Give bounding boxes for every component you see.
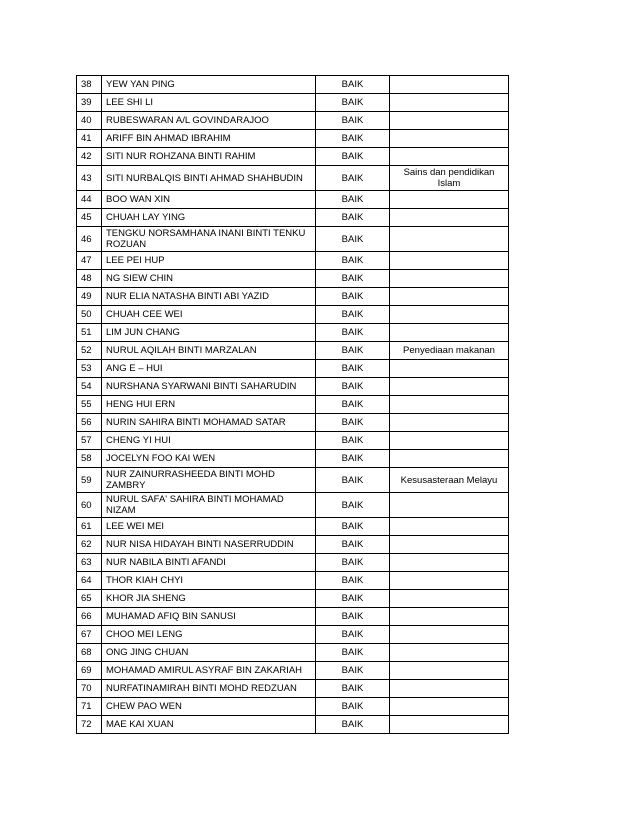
status-cell: BAIK bbox=[316, 572, 390, 590]
student-name: LEE SHI LI bbox=[102, 94, 316, 112]
row-number: 61 bbox=[77, 518, 102, 536]
row-number: 55 bbox=[77, 396, 102, 414]
note-cell bbox=[390, 288, 509, 306]
status-cell: BAIK bbox=[316, 130, 390, 148]
table-row bbox=[77, 112, 509, 130]
table-row bbox=[77, 432, 509, 450]
table-row bbox=[77, 148, 509, 166]
note-cell bbox=[390, 414, 509, 432]
table-row bbox=[77, 324, 509, 342]
row-number: 40 bbox=[77, 112, 102, 130]
row-number: 54 bbox=[77, 378, 102, 396]
row-number: 50 bbox=[77, 306, 102, 324]
row-number: 64 bbox=[77, 572, 102, 590]
note-cell bbox=[390, 608, 509, 626]
table-row bbox=[77, 94, 509, 112]
row-number: 46 bbox=[77, 227, 102, 252]
note-cell bbox=[390, 306, 509, 324]
student-name: ONG JING CHUAN bbox=[102, 644, 316, 662]
status-cell: BAIK bbox=[316, 378, 390, 396]
status-cell: BAIK bbox=[316, 626, 390, 644]
student-name: THOR KIAH CHYI bbox=[102, 572, 316, 590]
student-name: KHOR JIA SHENG bbox=[102, 590, 316, 608]
row-number: 58 bbox=[77, 450, 102, 468]
table-row bbox=[77, 76, 509, 94]
note-cell bbox=[390, 378, 509, 396]
row-number: 72 bbox=[77, 716, 102, 734]
student-name: LIM JUN CHANG bbox=[102, 324, 316, 342]
row-number: 53 bbox=[77, 360, 102, 378]
status-cell: BAIK bbox=[316, 536, 390, 554]
status-cell: BAIK bbox=[316, 94, 390, 112]
row-number: 45 bbox=[77, 209, 102, 227]
table-row bbox=[77, 360, 509, 378]
row-number: 59 bbox=[77, 468, 102, 493]
table-row bbox=[77, 680, 509, 698]
note-cell bbox=[390, 680, 509, 698]
table-row bbox=[77, 698, 509, 716]
row-number: 49 bbox=[77, 288, 102, 306]
row-number: 67 bbox=[77, 626, 102, 644]
table-body bbox=[77, 76, 509, 734]
student-name: MOHAMAD AMIRUL ASYRAF BIN ZAKARIAH bbox=[102, 662, 316, 680]
student-name: NUR ELIA NATASHA BINTI ABI YAZID bbox=[102, 288, 316, 306]
student-name: NURIN SAHIRA BINTI MOHAMAD SATAR bbox=[102, 414, 316, 432]
student-name: NUR NISA HIDAYAH BINTI NASERRUDDIN bbox=[102, 536, 316, 554]
note-cell: Penyediaan makanan bbox=[390, 342, 509, 360]
table-row bbox=[77, 130, 509, 148]
note-cell bbox=[390, 518, 509, 536]
note-cell bbox=[390, 252, 509, 270]
note-cell bbox=[390, 572, 509, 590]
row-number: 38 bbox=[77, 76, 102, 94]
status-cell: BAIK bbox=[316, 468, 390, 493]
table-row bbox=[77, 493, 509, 518]
status-cell: BAIK bbox=[316, 227, 390, 252]
table-row bbox=[77, 590, 509, 608]
note-cell bbox=[390, 662, 509, 680]
note-cell bbox=[390, 227, 509, 252]
status-cell: BAIK bbox=[316, 288, 390, 306]
status-cell: BAIK bbox=[316, 432, 390, 450]
row-number: 63 bbox=[77, 554, 102, 572]
status-cell: BAIK bbox=[316, 414, 390, 432]
student-name: SITI NUR ROHZANA BINTI RAHIM bbox=[102, 148, 316, 166]
note-cell bbox=[390, 148, 509, 166]
note-cell bbox=[390, 130, 509, 148]
student-name: CHOO MEI LENG bbox=[102, 626, 316, 644]
table-row bbox=[77, 288, 509, 306]
status-cell: BAIK bbox=[316, 662, 390, 680]
student-name: NURUL SAFA' SAHIRA BINTI MOHAMAD NIZAM bbox=[102, 493, 316, 518]
table-row bbox=[77, 608, 509, 626]
row-number: 71 bbox=[77, 698, 102, 716]
note-cell bbox=[390, 209, 509, 227]
note-cell bbox=[390, 698, 509, 716]
row-number: 68 bbox=[77, 644, 102, 662]
table-row bbox=[77, 209, 509, 227]
status-cell: BAIK bbox=[316, 76, 390, 94]
status-cell: BAIK bbox=[316, 324, 390, 342]
status-cell: BAIK bbox=[316, 554, 390, 572]
status-cell: BAIK bbox=[316, 716, 390, 734]
row-number: 56 bbox=[77, 414, 102, 432]
status-cell: BAIK bbox=[316, 608, 390, 626]
table-row bbox=[77, 468, 509, 493]
row-number: 57 bbox=[77, 432, 102, 450]
row-number: 52 bbox=[77, 342, 102, 360]
table-row bbox=[77, 306, 509, 324]
table-row bbox=[77, 450, 509, 468]
table-row bbox=[77, 252, 509, 270]
row-number: 62 bbox=[77, 536, 102, 554]
student-name: SITI NURBALQIS BINTI AHMAD SHAHBUDIN bbox=[102, 166, 316, 191]
table-row bbox=[77, 191, 509, 209]
status-cell: BAIK bbox=[316, 166, 390, 191]
note-cell bbox=[390, 450, 509, 468]
student-name: YEW YAN PING bbox=[102, 76, 316, 94]
note-cell bbox=[390, 590, 509, 608]
table-row bbox=[77, 536, 509, 554]
status-cell: BAIK bbox=[316, 644, 390, 662]
table-row bbox=[77, 166, 509, 191]
status-cell: BAIK bbox=[316, 450, 390, 468]
note-cell bbox=[390, 396, 509, 414]
status-cell: BAIK bbox=[316, 191, 390, 209]
table-row bbox=[77, 644, 509, 662]
status-cell: BAIK bbox=[316, 112, 390, 130]
status-cell: BAIK bbox=[316, 306, 390, 324]
student-name: RUBESWARAN A/L GOVINDARAJOO bbox=[102, 112, 316, 130]
note-cell: Kesusasteraan Melayu bbox=[390, 468, 509, 493]
table-row bbox=[77, 414, 509, 432]
student-name: BOO WAN XIN bbox=[102, 191, 316, 209]
table-row bbox=[77, 518, 509, 536]
row-number: 60 bbox=[77, 493, 102, 518]
note-cell bbox=[390, 493, 509, 518]
note-cell bbox=[390, 554, 509, 572]
student-name: CHENG YI HUI bbox=[102, 432, 316, 450]
table-row bbox=[77, 662, 509, 680]
student-name: NURUL AQILAH BINTI MARZALAN bbox=[102, 342, 316, 360]
note-cell bbox=[390, 536, 509, 554]
row-number: 43 bbox=[77, 166, 102, 191]
note-cell bbox=[390, 324, 509, 342]
row-number: 70 bbox=[77, 680, 102, 698]
note-cell bbox=[390, 716, 509, 734]
status-cell: BAIK bbox=[316, 209, 390, 227]
status-cell: BAIK bbox=[316, 493, 390, 518]
note-cell: Sains dan pendidikan Islam bbox=[390, 166, 509, 191]
note-cell bbox=[390, 432, 509, 450]
row-number: 66 bbox=[77, 608, 102, 626]
note-cell bbox=[390, 626, 509, 644]
status-cell: BAIK bbox=[316, 518, 390, 536]
status-cell: BAIK bbox=[316, 252, 390, 270]
student-name: CHUAH LAY YING bbox=[102, 209, 316, 227]
note-cell bbox=[390, 191, 509, 209]
row-number: 39 bbox=[77, 94, 102, 112]
note-cell bbox=[390, 112, 509, 130]
status-cell: BAIK bbox=[316, 590, 390, 608]
status-cell: BAIK bbox=[316, 360, 390, 378]
student-table bbox=[76, 75, 509, 734]
row-number: 41 bbox=[77, 130, 102, 148]
table-row bbox=[77, 378, 509, 396]
status-cell: BAIK bbox=[316, 698, 390, 716]
student-name: LEE PEI HUP bbox=[102, 252, 316, 270]
status-cell: BAIK bbox=[316, 342, 390, 360]
student-name: ANG E – HUI bbox=[102, 360, 316, 378]
student-name: NURSHANA SYARWANI BINTI SAHARUDIN bbox=[102, 378, 316, 396]
table-row bbox=[77, 572, 509, 590]
student-name: CHEW PAO WEN bbox=[102, 698, 316, 716]
note-cell bbox=[390, 360, 509, 378]
student-name: CHUAH CEE WEI bbox=[102, 306, 316, 324]
row-number: 69 bbox=[77, 662, 102, 680]
student-name: NURFATINAMIRAH BINTI MOHD REDZUAN bbox=[102, 680, 316, 698]
student-name: JOCELYN FOO KAI WEN bbox=[102, 450, 316, 468]
student-name: ARIFF BIN AHMAD IBRAHIM bbox=[102, 130, 316, 148]
table-row bbox=[77, 554, 509, 572]
table-row bbox=[77, 716, 509, 734]
student-name: NUR NABILA BINTI AFANDI bbox=[102, 554, 316, 572]
row-number: 65 bbox=[77, 590, 102, 608]
student-name: LEE WEI MEI bbox=[102, 518, 316, 536]
status-cell: BAIK bbox=[316, 396, 390, 414]
row-number: 42 bbox=[77, 148, 102, 166]
student-name: MUHAMAD AFIQ BIN SANUSI bbox=[102, 608, 316, 626]
table-row bbox=[77, 396, 509, 414]
row-number: 47 bbox=[77, 252, 102, 270]
student-name: HENG HUI ERN bbox=[102, 396, 316, 414]
student-name: NG SIEW CHIN bbox=[102, 270, 316, 288]
status-cell: BAIK bbox=[316, 680, 390, 698]
status-cell: BAIK bbox=[316, 148, 390, 166]
table-row bbox=[77, 626, 509, 644]
note-cell bbox=[390, 94, 509, 112]
note-cell bbox=[390, 270, 509, 288]
table-row bbox=[77, 227, 509, 252]
student-name: TENGKU NORSAMHANA INANI BINTI TENKU ROZUAN bbox=[102, 227, 316, 252]
note-cell bbox=[390, 644, 509, 662]
row-number: 48 bbox=[77, 270, 102, 288]
row-number: 51 bbox=[77, 324, 102, 342]
row-number: 44 bbox=[77, 191, 102, 209]
table-row bbox=[77, 270, 509, 288]
table-row bbox=[77, 342, 509, 360]
note-cell bbox=[390, 76, 509, 94]
student-name: MAE KAI XUAN bbox=[102, 716, 316, 734]
status-cell: BAIK bbox=[316, 270, 390, 288]
student-name: NUR ZAINURRASHEEDA BINTI MOHD ZAMBRY bbox=[102, 468, 316, 493]
